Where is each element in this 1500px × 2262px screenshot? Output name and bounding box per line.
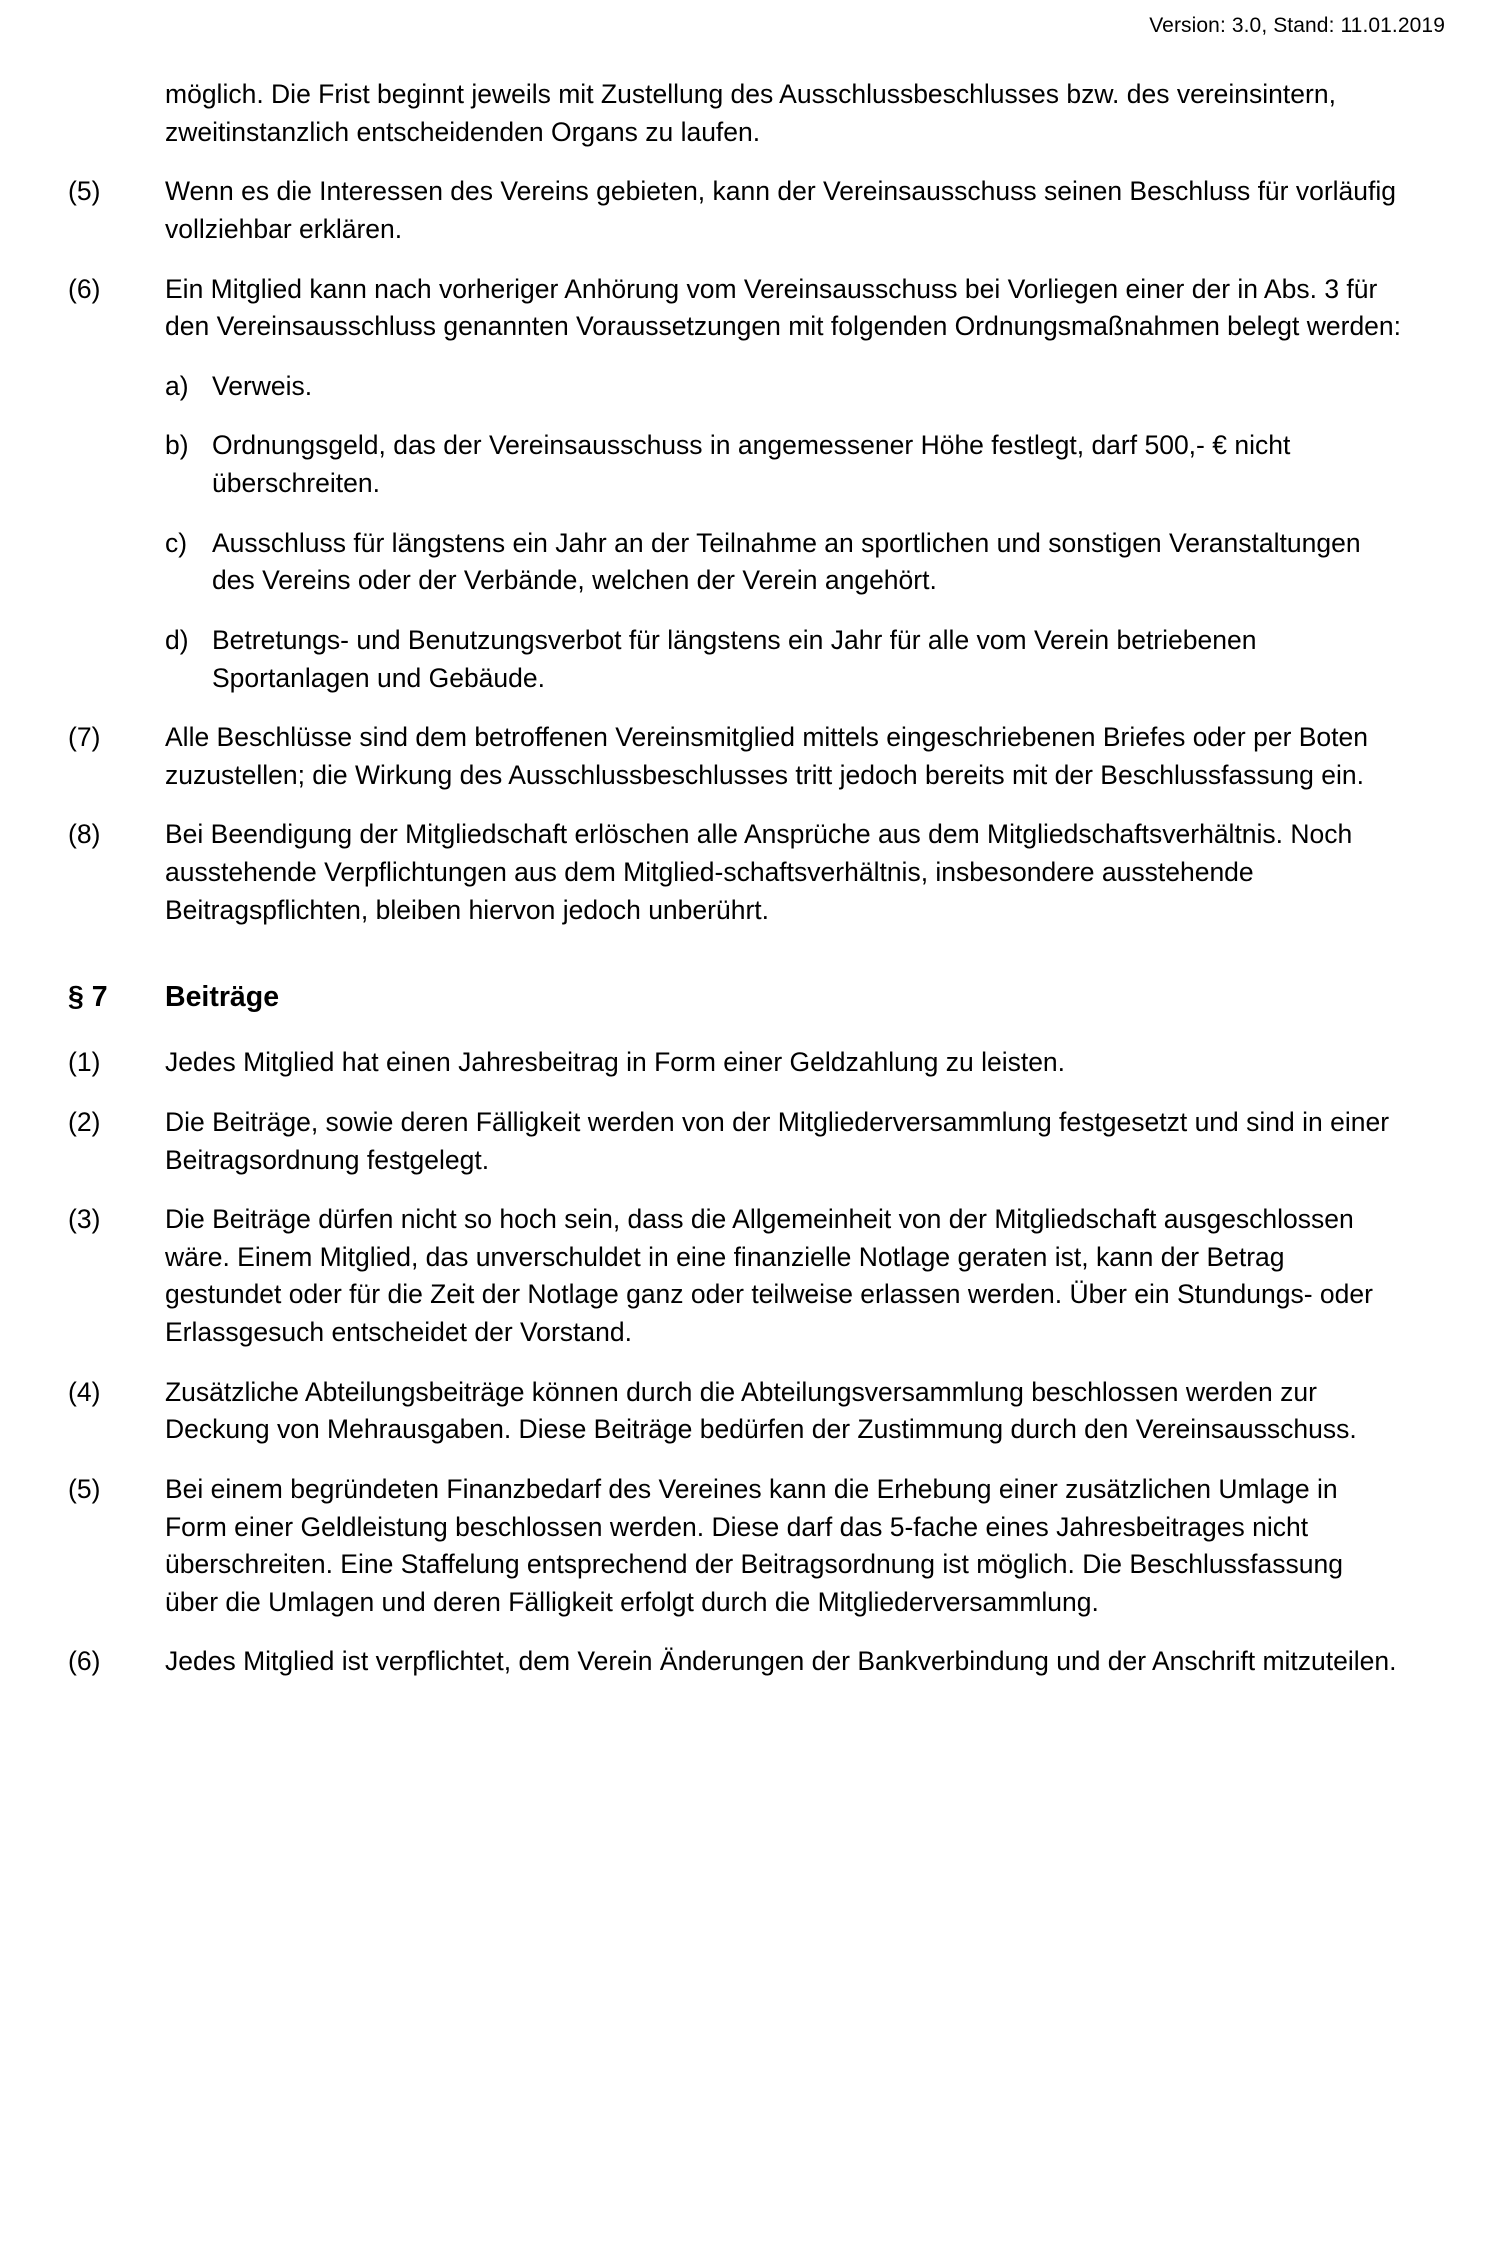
paragraph-text: Bei einem begründeten Finanzbedarf des Vereines kann die Erhebung einer zusätzlichen Umlage in Form einer Geldleistung beschlossen werden. Diese darf das 5-fache eines Jahresbeitrages nicht überschreiten. Eine Staffelung entsprechend der Beitragsordnung ist möglich. Die Beschlussfassung über die Umlagen und deren Fälligkeit erfolgt durch die Mitgliederversammlung. [165,1473,1343,1617]
paragraph-text: Jedes Mitglied ist verpflichtet, dem Verein Änderungen der Bankverbindung und der Anschrift mitzuteilen. [165,1646,1397,1677]
paragraph-marker: (6) [68,273,101,304]
paragraph-marker: (8) [68,819,101,850]
document-header [0,0,1500,38]
paragraph-text: Alle Beschlüsse sind dem betroffenen Vereinsmitglied mittels eingeschriebenen Briefes oder per Boten zuzustellen; die Wirkung des Ausschlussbeschlusses tritt jedoch bereits mit der Beschlussfassung ein. [165,722,1369,790]
section-heading-7 [60,981,1420,1014]
paragraph-marker: (5) [68,1473,101,1504]
paragraph-5 [60,173,1420,248]
paragraph-6 [60,271,1420,346]
list-item-text: Verweis. [212,370,313,401]
paragraph-text: Die Beiträge, sowie deren Fälligkeit werden von der Mitgliederversammlung festgesetzt und sind in einer Beitragsordnung festgelegt. [165,1106,1390,1175]
section7-paragraph-4 [60,1374,1420,1449]
section7-paragraph-6 [60,1643,1420,1681]
paragraph-marker: (7) [68,722,101,753]
paragraph-marker: (3) [68,1204,101,1235]
section7-paragraph-1 [60,1044,1420,1082]
paragraph-text: Jedes Mitglied hat einen Jahresbeitrag in Form einer Geldzahlung zu leisten. [165,1047,1066,1078]
list-item-marker: b) [165,430,189,461]
paragraph-continuation [60,76,1420,151]
paragraph-text: Zusätzliche Abteilungsbeiträge können durch die Abteilungsversammlung beschlossen werden zur Deckung von Mehrausgaben. Diese Beiträge bedürfen der Zustimmung durch den Vereinsausschuss. [165,1376,1357,1445]
paragraph-text: möglich. Die Frist beginnt jeweils mit Zustellung des Ausschlussbeschlusses bzw. des vereinsintern, zweitinstanzlich entscheidenden Organs zu laufen. [165,79,1336,147]
version-stand-text: Version: 3.0, Stand: 11.01.2019 [1149,14,1445,37]
list-item-marker: c) [165,527,188,558]
paragraph-marker: (4) [68,1376,101,1407]
list-item-b [60,427,1420,502]
section-title: Beiträge [165,981,280,1014]
list-item-a [60,368,1420,406]
paragraph-text: Ein Mitglied kann nach vorheriger Anhörung vom Vereinsausschuss bei Vorliegen einer der in Abs. 3 für den Vereinsausschluss genannten Voraussetzungen mit folgenden Ordnungsmaßnahmen belegt werden: [165,273,1402,342]
list-item-marker: a) [165,370,189,401]
paragraph-8 [60,816,1420,929]
paragraph-text: Bei Beendigung der Mitgliedschaft erlöschen alle Ansprüche aus dem Mitgliedschaftsverhältnis. Noch ausstehende Verpflichtungen aus dem Mitglied-schaftsverhältnis, insbesondere ausstehende Beitragspflichten, bleiben hiervon jedoch unberührt. [165,819,1353,925]
paragraph-marker: (1) [68,1047,101,1078]
list-item-d [60,622,1420,697]
document-body [0,38,1500,1681]
paragraph-7 [60,719,1420,794]
paragraph-marker: (6) [68,1646,101,1677]
list-item-text: Ausschluss für längstens ein Jahr an der Teilnahme an sportlichen und sonstigen Veranstaltungen des Vereins oder der Verbände, welchen der Verein angehört. [212,527,1361,596]
section7-paragraph-5 [60,1471,1420,1622]
paragraph-marker: (2) [68,1106,101,1137]
list-item-marker: d) [165,624,189,655]
list-item-text: Betretungs- und Benutzungsverbot für längstens ein Jahr für alle vom Verein betriebenen Sportanlagen und Gebäude. [212,624,1257,693]
paragraph-text: Wenn es die Interessen des Vereins gebieten, kann der Vereinsausschuss seinen Beschluss für vorläufig vollziehbar erklären. [165,176,1397,244]
section7-paragraph-2 [60,1104,1420,1179]
paragraph-marker: (5) [68,176,101,207]
section7-paragraph-3 [60,1201,1420,1352]
paragraph-text: Die Beiträge dürfen nicht so hoch sein, dass die Allgemeinheit von der Mitgliedschaft ausgeschlossen wäre. Einem Mitglied, das unverschuldet in eine finanzielle Notlage geraten ist, kann der Betrag gestundet oder für die Zeit der Notlage ganz oder teilweise erlassen werden. Über ein Stundungs- oder Erlassgesuch entscheidet der Vorstand. [165,1204,1373,1347]
section-number: § 7 [68,981,108,1014]
list-item-c [60,525,1420,600]
list-item-text: Ordnungsgeld, das der Vereinsausschuss in angemessener Höhe festlegt, darf 500,- € nicht überschreiten. [212,430,1291,498]
